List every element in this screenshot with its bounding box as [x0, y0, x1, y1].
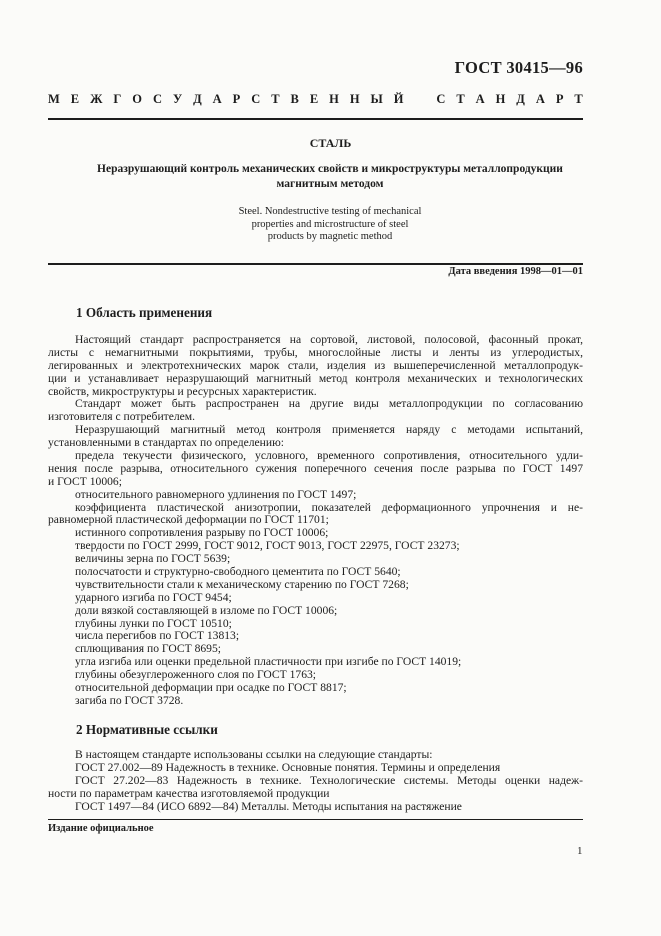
text-line: чувствительности стали к механическому старению по ГОСТ 7268;	[75, 577, 409, 591]
text-line: полосчатости и структурно-свободного цементита по ГОСТ 5640;	[75, 565, 401, 579]
text-line: твердости по ГОСТ 2999, ГОСТ 9012, ГОСТ 9013, ГОСТ 22975, ГОСТ 23273;	[75, 539, 460, 553]
english-title-line-3: products by magnetic method	[267, 231, 393, 242]
banner-letter: Н	[329, 92, 339, 106]
english-title-line-2: properties and microstructure of steel	[251, 218, 409, 230]
text-line: ности по параметрам качества изготовляемой продукции	[48, 786, 330, 800]
banner-letter: Р	[232, 92, 241, 106]
text-line: нения после разрыва, относительного сужения поперечного сечения после разрыва по ГОСТ 1497	[48, 462, 583, 475]
banner-letter: У	[172, 92, 183, 106]
text-line: изготовителя с потребителем.	[48, 410, 196, 424]
section-1-heading: 1 Область применения	[76, 305, 213, 320]
text-line: Неразрушающий магнитный метод контроля применяется наряду с методами испытаний,	[75, 424, 583, 437]
banner-letter: М	[48, 92, 60, 106]
text-line: относительного равномерного удлинения по ГОСТ 1497;	[75, 487, 357, 501]
subtitle-line-2: магнитным методом	[276, 177, 384, 190]
text-line: угла изгиба или оценки предельной пластичности при изгибе по ГОСТ 14019;	[75, 655, 462, 669]
english-title-line-1: Steel. Nondestructive testing of mechanical	[238, 206, 422, 217]
text-line: предела текучести физического, условного, временного сопротивления, относительного удли-	[75, 450, 583, 463]
text-line: Стандарт может быть распространен на другие виды металлопродукции по согласованию	[75, 398, 583, 411]
subtitle-line-1: Неразрушающий контроль механических свойств и микроструктуры металлопродукции	[97, 163, 563, 175]
text-line: сплющивания по ГОСТ 8695;	[75, 642, 221, 656]
text-line: загиба по ГОСТ 3728.	[75, 693, 184, 707]
banner-letter: Р	[555, 92, 564, 106]
text-line: равномерной пластической деформации по ГОСТ 11701;	[48, 513, 329, 527]
section-1-body	[48, 334, 583, 708]
banner-letter: Т	[456, 92, 465, 106]
banner-letter: С	[436, 92, 446, 106]
text-line: Настоящий стандарт распространяется на сортовой, листовой, полосовой, фасонный прокат,	[75, 334, 583, 346]
header-rule	[48, 118, 583, 120]
text-line: и ГОСТ 10006;	[48, 474, 122, 488]
banner-letter: Ы	[370, 92, 383, 106]
text-line: ГОСТ 27.202—83 Надежность в технике. Технологические системы. Методы оценки надеж-	[75, 774, 583, 787]
banner-letter: Д	[516, 92, 525, 106]
text-line: ГОСТ 27.002—89 Надежность в технике. Основные понятия. Термины и определения	[75, 760, 501, 774]
banner-letter: С	[251, 92, 261, 106]
banner-letter: Г	[113, 92, 122, 106]
page-number: 1	[577, 845, 583, 857]
text-line: величины зерна по ГОСТ 5639;	[75, 552, 231, 566]
banner-letter: Т	[574, 92, 583, 106]
text-line: глубины лунки по ГОСТ 10510;	[75, 616, 232, 630]
banner-letter: Т	[271, 92, 280, 106]
text-line: ции и устанавливает неразрушающий магнитный метод контроля механических и технологических	[48, 372, 583, 385]
banner-letter: В	[290, 92, 299, 106]
banner-letter: Ж	[90, 92, 103, 106]
footer-rule	[48, 819, 583, 820]
banner-letter: А	[535, 92, 545, 106]
text-line: доли вязкой составляющей в изломе по ГОСТ 10006;	[75, 603, 338, 617]
banner-letter: Й	[393, 92, 404, 106]
official-edition-label: Издание официальное	[48, 823, 154, 834]
text-line: ГОСТ 1497—84 (ИСО 6892—84) Металлы. Методы испытания на растяжение	[75, 799, 462, 813]
banner-letter: С	[152, 92, 163, 106]
text-line: числа перегибов по ГОСТ 13813;	[75, 629, 240, 643]
banner-letter: Е	[309, 92, 319, 106]
section-2-body	[48, 749, 583, 813]
banner-letter: Д	[193, 92, 202, 106]
text-line: ударного изгиба по ГОСТ 9454;	[75, 590, 232, 604]
banner-letter: О	[132, 92, 143, 106]
english-title	[200, 206, 460, 244]
banner-letter: Н	[349, 92, 360, 106]
text-line: легированных и электротехнических марок стали, изделия из вышеперечисленной металлопродук-	[48, 359, 583, 372]
text-line: свойств, микроструктуры и ресурсных характеристик.	[48, 384, 317, 398]
text-line: истинного сопротивления разрыву по ГОСТ 10006;	[75, 526, 329, 540]
text-line: В настоящем стандарте использованы ссылки на следующие стандарты:	[75, 748, 433, 761]
banner-letter: Е	[70, 92, 80, 106]
text-line: коэффициента пластической анизотропии, показателей деформационного упрочнения и не-	[75, 501, 583, 514]
standard-type-banner	[48, 92, 583, 107]
introduction-date: Дата введения 1998—01—01	[448, 266, 583, 277]
document-subtitle	[80, 162, 580, 191]
section-2-heading: 2 Нормативные ссылки	[76, 722, 218, 737]
text-line: листы с немагнитными покрытиями, трубы, многослойные листы и ленты из углеродистых,	[48, 346, 583, 359]
banner-letter: А	[475, 92, 485, 106]
text-line: глубины обезуглероженного слоя по ГОСТ 1763;	[75, 668, 317, 682]
text-line: относительной деформации при осадке по ГОСТ 8817;	[75, 681, 347, 695]
document-number: ГОСТ 30415—96	[454, 58, 583, 77]
text-line: установленными в стандартах по определению:	[48, 436, 284, 450]
banner-letter: А	[212, 92, 222, 106]
title-rule	[48, 263, 583, 265]
document-title: СТАЛЬ	[309, 136, 352, 150]
banner-letter: Н	[495, 92, 506, 106]
